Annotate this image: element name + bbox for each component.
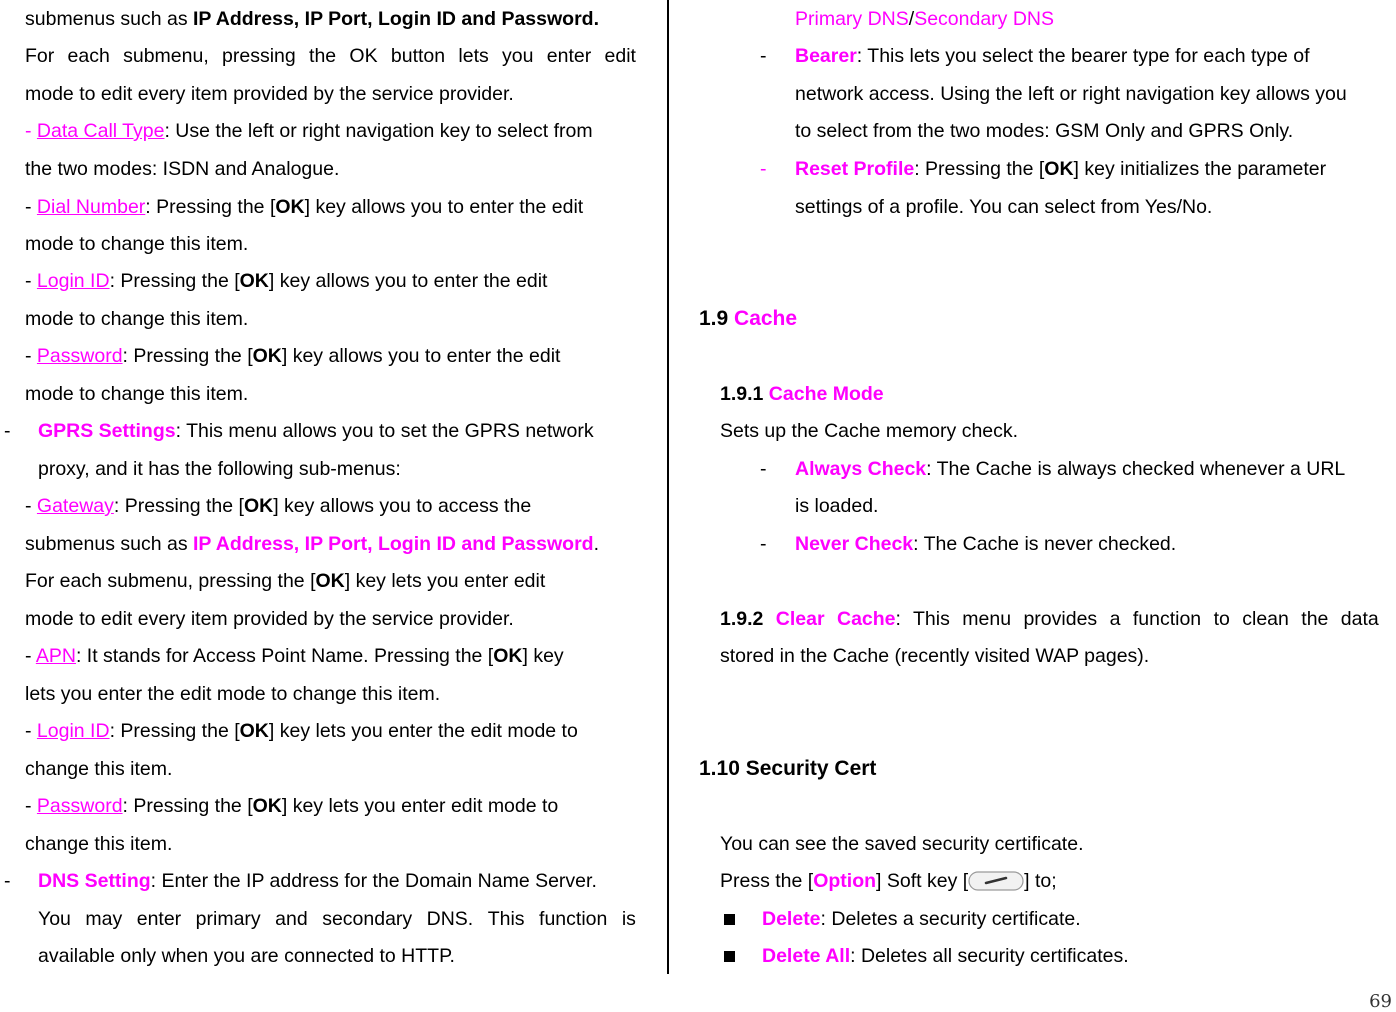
heading-1-9 [699, 307, 797, 331]
text: mode to change this item. [25, 233, 249, 255]
para-line [38, 944, 455, 968]
key-ok: OK [1044, 158, 1074, 180]
dash: - [25, 345, 37, 367]
text: : Pressing the [ [145, 196, 276, 218]
para-line [25, 232, 248, 256]
link-login-id[interactable]: Login ID [36, 720, 110, 742]
heading-title: Cache [734, 307, 798, 330]
square-bullet-icon [724, 914, 735, 925]
text: ] key lets you enter edit mode to [281, 795, 559, 817]
para-line [25, 832, 172, 856]
text: : Enter the IP address for the Domain Name Server. [150, 870, 597, 892]
text: mode to edit every item provided by the service provider. [25, 83, 514, 105]
heading-1-10 [699, 757, 876, 781]
para-line [720, 869, 1057, 893]
text: the two modes: ISDN and Analogue. [25, 158, 340, 180]
list-item-password [25, 344, 560, 368]
softkey-icon [968, 871, 1024, 891]
text: : Pressing the [ [122, 795, 253, 817]
text: ] Soft key [ [876, 870, 969, 892]
heading-number: 1.9.2 [720, 608, 776, 630]
dash [760, 532, 767, 556]
heading-1-9-2 [720, 607, 1379, 631]
dash: - [25, 120, 37, 142]
para-line [795, 82, 1347, 106]
para-line [25, 607, 514, 631]
text: : Pressing the [ [109, 270, 240, 292]
page-number: 69 [1369, 991, 1392, 1012]
text: You can see the saved security certificate. [720, 833, 1084, 855]
para-line [25, 757, 172, 781]
text: ] to; [1024, 870, 1057, 892]
para-line [38, 457, 401, 481]
term-reset-profile: Reset Profile [795, 158, 915, 180]
text: . [593, 533, 599, 555]
list-item-delete [762, 907, 1081, 931]
list-item-bearer [795, 44, 1310, 68]
list-item-gprs-settings-text [38, 419, 594, 443]
para-line [25, 44, 636, 68]
para-line [795, 119, 1293, 143]
key-ok: OK [239, 270, 269, 292]
list-item-apn [25, 644, 564, 668]
link-gateway[interactable]: Gateway [36, 495, 114, 517]
text: : Pressing the [ [914, 158, 1045, 180]
term-delete-all: Delete All [762, 945, 851, 967]
text: change this item. [25, 758, 173, 780]
link-apn[interactable]: APN [35, 645, 76, 667]
separator: / [908, 8, 915, 30]
term-always-check: Always Check [795, 458, 927, 480]
para-line [720, 832, 1083, 856]
text: available only when you are connected to HTTP. [38, 945, 455, 967]
term-option: Option [813, 870, 877, 892]
term-gprs-settings: GPRS Settings [38, 420, 176, 442]
list-item-reset-profile [795, 157, 1326, 181]
list-item-always-check [795, 457, 1345, 481]
text: mode to edit every item provided by the service provider. [25, 608, 514, 630]
dash: - [25, 495, 37, 517]
text: stored in the Cache (recently visited WAP pages). [720, 645, 1150, 667]
link-password[interactable]: Password [36, 795, 123, 817]
para-line [25, 532, 599, 556]
link-data-call-type[interactable]: Data Call Type [36, 120, 165, 142]
para-line [25, 382, 248, 406]
bullet-delete [724, 907, 735, 931]
text: proxy, and it has the following sub-menus: [38, 458, 401, 480]
text: : Use the left or right navigation key to select from [164, 120, 593, 142]
heading-title: 1.10 Security Cert [699, 757, 877, 780]
bold-text: IP Address, IP Port, Login ID and Password. [193, 8, 599, 30]
text: : Pressing the [ [113, 495, 244, 517]
text: Press the [ [720, 870, 814, 892]
para-line [795, 195, 1212, 219]
bullet-delete-all [724, 944, 735, 968]
para-line [25, 82, 514, 106]
para-line [25, 7, 599, 31]
text: : This menu provides a function to clean the data [895, 608, 1379, 630]
list-item-login-id-2 [25, 719, 578, 743]
para-line [38, 907, 636, 931]
text: ] key allows you to enter the edit [268, 270, 548, 292]
dash [760, 44, 767, 68]
dash [760, 157, 767, 181]
bold-text: IP Address, IP Port, Login ID and Password [193, 533, 594, 555]
text: : Deletes all security certificates. [850, 945, 1129, 967]
text: : Deletes a security certificate. [820, 908, 1081, 930]
text: change this item. [25, 833, 173, 855]
heading-number: 1.9.1 [720, 383, 769, 405]
term-delete: Delete [762, 908, 821, 930]
key-ok: OK [493, 645, 523, 667]
para-line [25, 307, 248, 331]
link-dial-number[interactable]: Dial Number [36, 196, 146, 218]
list-item-dns-setting-text [38, 869, 597, 893]
dash: - [25, 645, 36, 667]
list-item-gateway [25, 494, 531, 518]
square-bullet-icon [724, 951, 735, 962]
text: ] key lets you enter edit [344, 570, 546, 592]
text: ] key lets you enter the edit mode to [268, 720, 578, 742]
heading-number: 1.9 [699, 307, 735, 330]
para-line [795, 494, 878, 518]
key-ok: OK [239, 720, 269, 742]
dash: - [760, 158, 767, 180]
text: to select from the two modes: GSM Only and GPRS Only. [795, 120, 1294, 142]
text: settings of a profile. You can select from Yes/No. [795, 196, 1213, 218]
list-item-never-check [795, 532, 1176, 556]
link-login-id[interactable]: Login ID [36, 270, 110, 292]
text: For each submenu, pressing the OK button lets you enter edit [25, 45, 636, 67]
text: You may enter primary and secondary DNS. This function is [38, 908, 636, 930]
dash: - [760, 458, 767, 480]
dns-labels [795, 7, 1054, 31]
list-item-data-call-type [25, 119, 593, 143]
term-never-check: Never Check [795, 533, 914, 555]
para-line [720, 419, 1018, 443]
heading-1-9-1 [720, 382, 884, 406]
dash: - [25, 720, 37, 742]
text: Sets up the Cache memory check. [720, 420, 1019, 442]
text: is loaded. [795, 495, 879, 517]
text: submenus such as [25, 533, 194, 555]
list-item-password-2 [25, 794, 558, 818]
text: mode to change this item. [25, 308, 249, 330]
list-item-dial-number [25, 195, 583, 219]
para-line [720, 644, 1149, 668]
link-password[interactable]: Password [36, 345, 123, 367]
text: lets you enter the edit mode to change this item. [25, 683, 441, 705]
list-item-gprs-settings [4, 419, 11, 443]
key-ok: OK [243, 495, 274, 517]
text: : It stands for Access Point Name. Pressing the [ [75, 645, 494, 667]
heading-title: Cache Mode [768, 383, 884, 405]
key-ok: OK [275, 196, 305, 218]
text: ] key allows you to enter the edit [304, 196, 584, 218]
dash: - [25, 196, 37, 218]
text: submenus such as [25, 8, 194, 30]
text: : The Cache is always checked whenever a URL [926, 458, 1346, 480]
heading-title: Clear Cache [775, 608, 896, 630]
dash: - [25, 270, 37, 292]
dash [760, 457, 767, 481]
list-item-login-id [25, 269, 636, 293]
text: For each submenu, pressing the [ [25, 570, 316, 592]
term-dns-setting: DNS Setting [38, 870, 151, 892]
dash: - [4, 420, 11, 442]
dash: - [25, 795, 37, 817]
text: mode to change this item. [25, 383, 249, 405]
term-primary-dns: Primary DNS [795, 8, 909, 30]
list-item-dns-setting [4, 869, 11, 893]
dash: - [760, 45, 767, 67]
text: ] key initializes the parameter [1073, 158, 1327, 180]
text: ] key allows you to enter the edit [281, 345, 561, 367]
text: : This menu allows you to set the GPRS network [175, 420, 594, 442]
text: : The Cache is never checked. [913, 533, 1177, 555]
term-secondary-dns: Secondary DNS [914, 8, 1055, 30]
text: : Pressing the [ [109, 720, 240, 742]
para-line [25, 682, 440, 706]
text: ] key [522, 645, 564, 667]
term-bearer: Bearer [795, 45, 857, 67]
text: : Pressing the [ [122, 345, 253, 367]
list-item-delete-all [762, 944, 1129, 968]
column-divider [667, 0, 669, 974]
para-line [25, 569, 545, 593]
dash: - [760, 533, 767, 555]
text: network access. Using the left or right navigation key allows you [795, 83, 1347, 105]
key-ok: OK [252, 345, 282, 367]
text: : This lets you select the bearer type for each type of [856, 45, 1310, 67]
para-line [25, 157, 339, 181]
key-ok: OK [315, 570, 345, 592]
text: ] key allows you to access the [273, 495, 532, 517]
key-ok: OK [252, 795, 282, 817]
dash: - [4, 870, 11, 892]
